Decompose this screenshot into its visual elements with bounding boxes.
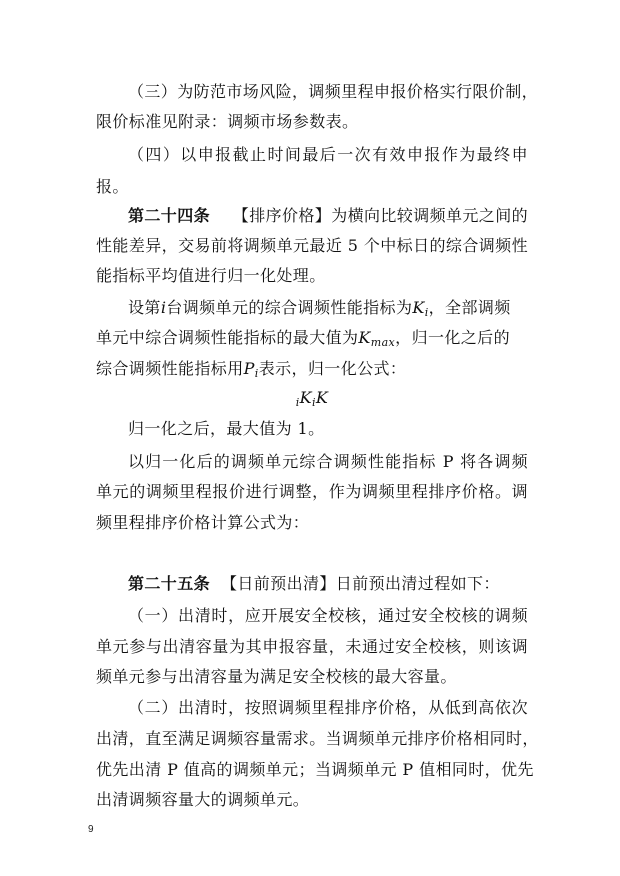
- definition-text-f: 综合调频性能指标用: [96, 359, 244, 378]
- clearing-1-line-2: 单元参与出清容量为其申报容量，未通过安全校核，则该调: [96, 637, 528, 656]
- article-24-line-1: [128, 206, 528, 226]
- definition-line-1: [128, 298, 528, 318]
- adjust-line-1: 以归一化后的调频单元综合调频性能指标 P 将各调频: [128, 452, 528, 471]
- var-i: i: [160, 298, 167, 317]
- definition-text-b: 台调频单元的综合调频性能指标为: [166, 298, 413, 317]
- normalization-formula: [96, 388, 528, 408]
- clearing-1-line-1: （一）出清时，应开展安全校核，通过安全校核的调频: [128, 606, 528, 625]
- clearing-2-line-4: 出清调频容量大的调频单元。: [96, 790, 310, 809]
- article-24-line-2: 性能差异，交易前将调频单元最近 5 个中标日的综合调频性: [96, 236, 528, 255]
- clearing-2-line-1: （二）出清时，按照调频里程排序价格，从低到高依次: [128, 698, 528, 717]
- article-25-title: 第二十五条: [128, 574, 211, 593]
- definition-line-3: [96, 359, 528, 379]
- var-p-i: $P_i$: [243, 359, 259, 380]
- article-25-heading-rest: 【日前预出清】日前预出清过程如下：: [221, 574, 500, 593]
- formula-lhs: i: [295, 396, 300, 409]
- article-24-title: 第二十四条: [128, 206, 211, 225]
- clearing-1-line-3: 频单元参与出清容量为满足安全校核的最大容量。: [96, 667, 457, 686]
- article-24-heading-rest: 【排序价格】为横向比较调频单元之间的: [232, 206, 528, 225]
- formula-k-i: $K_i$: [299, 388, 316, 409]
- clearing-2-line-3: 优先出清 P 值高的调频单元；当调频单元 P 值相同时，优先: [96, 760, 534, 779]
- clearing-2-line-2: 出清，直至满足调频容量需求。当调频单元排序价格相同时，: [96, 729, 539, 748]
- article-24-line-3: 能指标平均值进行归一化处理。: [96, 266, 326, 285]
- max-value-line: 归一化之后，最大值为 1。: [128, 419, 325, 438]
- article-25-line: [128, 574, 560, 594]
- paragraph-3-line-1: （三）为防范市场风险，调频里程申报价格实行限价制，: [128, 82, 539, 101]
- page-number: 9: [88, 824, 94, 835]
- definition-text-c: ，全部调频: [428, 298, 511, 317]
- adjust-line-3: 频里程排序价格计算公式为：: [96, 513, 310, 532]
- var-k-max: $K_{max}$: [358, 328, 396, 349]
- definition-text-g: 表示，归一化公式：: [258, 359, 407, 378]
- var-k-i: $K_i$: [412, 298, 429, 319]
- adjust-line-2: 单元的调频里程报价进行调整，作为调频里程排序价格。调: [96, 482, 528, 501]
- definition-text-d: 单元中综合调频性能指标的最大值为: [96, 328, 359, 347]
- paragraph-4-line-1: （四）以申报截止时间最后一次有效申报作为最终申: [128, 145, 528, 164]
- definition-text-e: ，归一化之后的: [395, 328, 510, 347]
- paragraph-4-line-2: 报。: [96, 177, 129, 196]
- definition-text-a: 设第: [128, 298, 161, 317]
- formula-k-max: K: [315, 388, 329, 407]
- paragraph-3-line-2: 限价标准见附录：调频市场参数表。: [96, 112, 359, 131]
- definition-line-2: [96, 328, 528, 348]
